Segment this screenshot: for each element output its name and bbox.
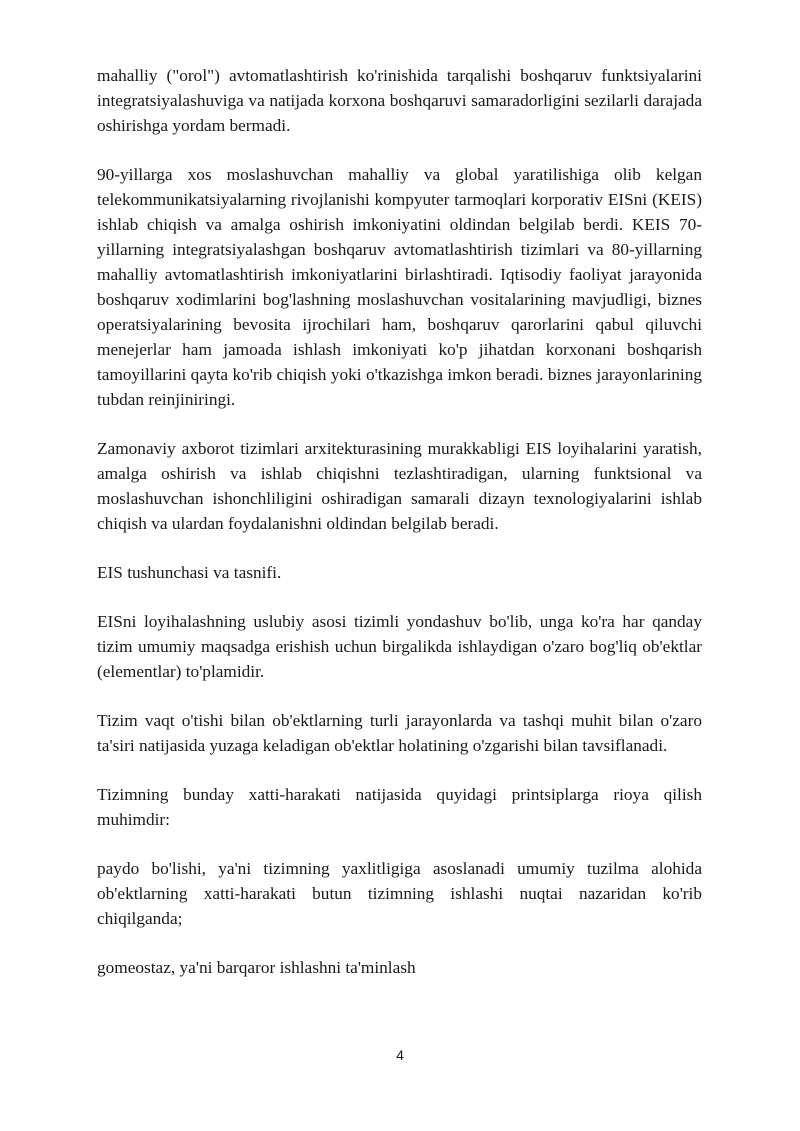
paragraph: Tizimning bunday xatti-harakati natijasida quyidagi printsiplarga rioya qilish muhimdir: [97,785,702,829]
paragraph: EISni loyihalashning uslubiy asosi tizimli yondashuv bo'lib, unga ko'ra har qanday tizim umumiy maqsadga erishish uchun birgalikda ishlaydigan o'zaro bog'liq ob'ektlar (elementlar) to'plamidir. [97,612,702,681]
section-heading: EIS tushunchasi va tasnifi. [97,563,282,582]
page-number: 4 [396,1047,404,1063]
document-body [97,63,702,1004]
paragraph: mahalliy ("orol") avtomatlashtirish ko'rinishida tarqalishi boshqaruv funktsiyalarini integratsiyalashuviga va natijada korxona boshqaruvi samaradorligini sezilarli darajada oshirishga yordam bermadi. [97,66,702,135]
paragraph: 90-yillarga xos moslashuvchan mahalliy va global yaratilishiga olib kelgan telekommunikatsiyalarning rivojlanishi kompyuter tarmoqlari korporativ EISni (KEIS) ishlab chiqish va amalga oshirish imkoniyatini oldindan belgilab berdi. KEIS 70-yillarning integratsiyalashgan boshqaruv avtomatlashtirish tizimlari va 80-yillarning mahalliy avtomatlashtirish imkoniyatlarini birlashtiradi. Iqtisodiy faoliyat jarayonida boshqaruv xodimlarini bog'lashning moslashuvchan vositalarining mavjudligi, biznes operatsiyalarining bevosita ijrochilari ham, boshqaruv qarorlarini qabul qiluvchi menejerlar ham jamoada ishlash imkoniyati ko'p jihatdan korxonani boshqarish tamoyillarini qayta ko'rib chiqish yoki o'tkazishga imkon beradi. biznes jarayonlarining tubdan reinjiniringi. [97,165,702,409]
paragraph: paydo bo'lishi, ya'ni tizimning yaxlitligiga asoslanadi umumiy tuzilma alohida ob'ektlarning xatti-harakati butun tizimning ishlashi nuqtai nazaridan ko'rib chiqilganda; [97,859,702,928]
paragraph: gomeostaz, ya'ni barqaror ishlashni ta'minlash [97,958,416,977]
paragraph: Zamonaviy axborot tizimlari arxitekturasining murakkabligi EIS loyihalarini yaratish, amalga oshirish va ishlab chiqishni tezlashtiradigan, ularning funktsional va moslashuvchan ishonchliligini oshiradigan samarali dizayn texnologiyalarini ishlab chiqish va ulardan foydalanishni oldindan belgilab beradi. [97,439,702,533]
paragraph: Tizim vaqt o'tishi bilan ob'ektlarning turli jarayonlarda va tashqi muhit bilan o'zaro ta'siri natijasida yuzaga keladigan ob'ektlar holatining o'zgarishi bilan tavsiflanadi. [97,711,702,755]
